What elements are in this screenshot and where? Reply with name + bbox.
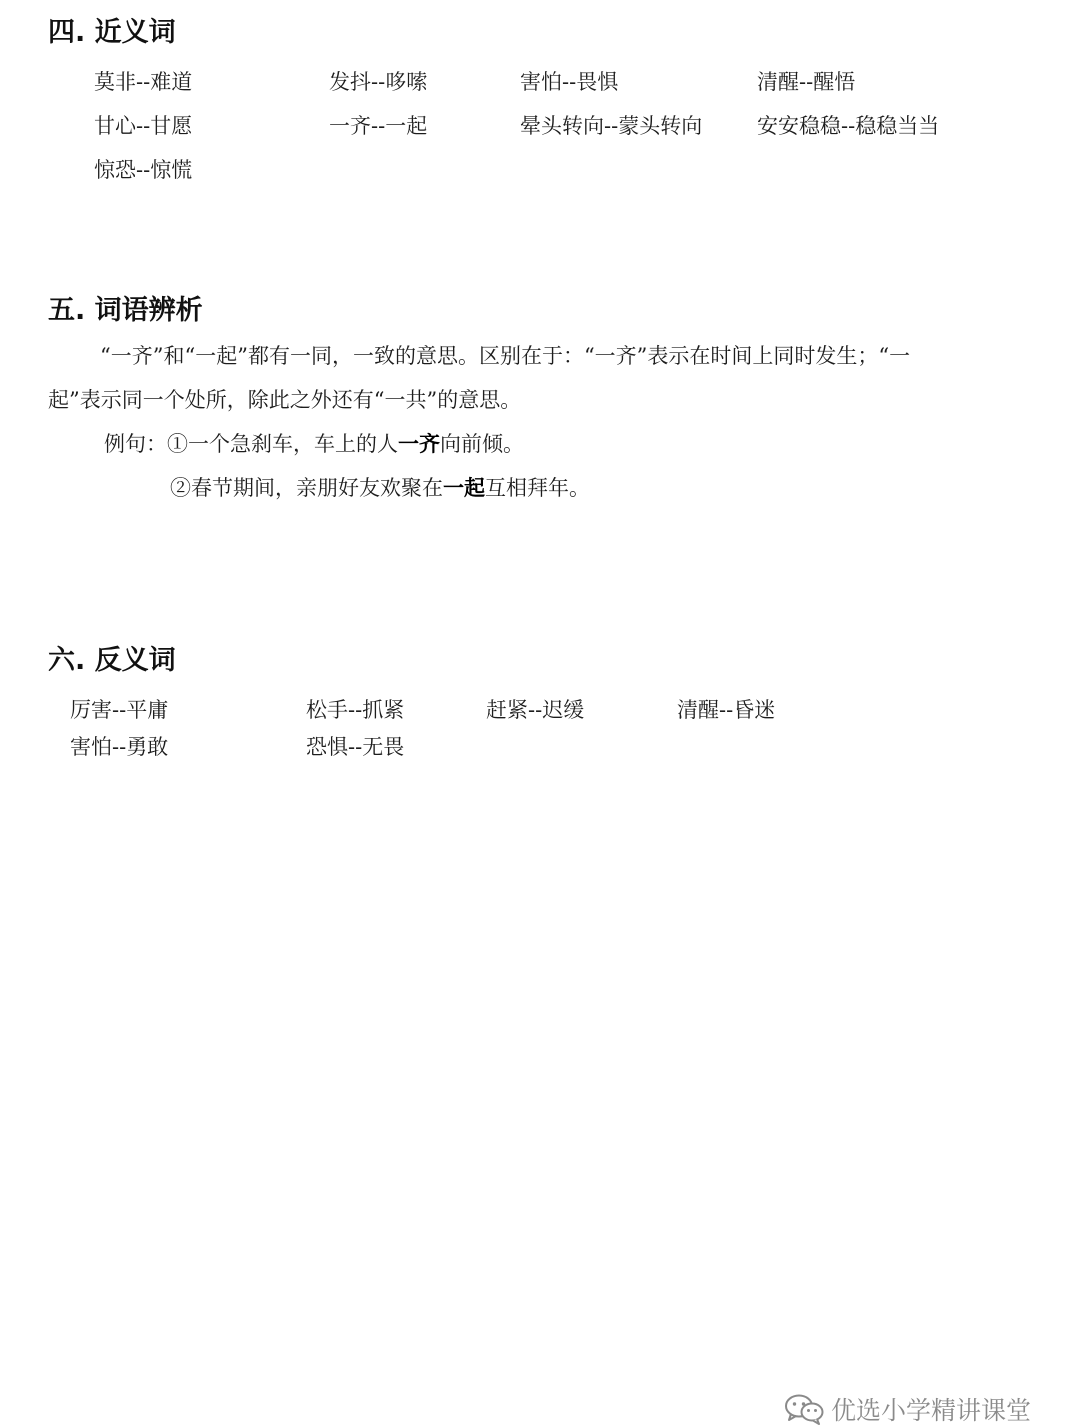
synonym-pair: 清醒--醒悟 bbox=[757, 70, 856, 94]
example-1-prefix: 例句：①一个急刹车，车上的人 bbox=[104, 432, 398, 456]
synonym-pair: 害怕--畏惧 bbox=[520, 70, 619, 94]
antonym-pair: 松手--抓紧 bbox=[306, 698, 405, 722]
section-heading-word-analysis: 五. 词语辨析 bbox=[48, 295, 203, 326]
example-sentence-1 bbox=[104, 422, 524, 466]
synonym-pair: 发抖--哆嗦 bbox=[329, 70, 428, 94]
watermark bbox=[783, 1392, 1031, 1426]
section-heading-antonyms: 六. 反义词 bbox=[48, 645, 176, 676]
analysis-line-2: 起”表示同一个处所，除此之外还有“一共”的意思。 bbox=[48, 388, 522, 412]
synonym-pair: 莫非--难道 bbox=[94, 70, 193, 94]
antonym-pair: 清醒--昏迷 bbox=[677, 698, 776, 722]
synonym-pair: 惊恐--惊慌 bbox=[94, 158, 193, 182]
synonym-pair: 一齐--一起 bbox=[329, 114, 428, 138]
synonym-pair: 安安稳稳--稳稳当当 bbox=[757, 114, 940, 138]
example-1-keyword: 一齐 bbox=[398, 431, 440, 456]
example-sentence-2 bbox=[170, 466, 590, 510]
antonym-pair: 赶紧--迟缓 bbox=[486, 698, 585, 722]
example-2-prefix: ②春节期间，亲朋好友欢聚在 bbox=[170, 476, 443, 500]
section-heading-synonyms: 四. 近义词 bbox=[48, 17, 176, 48]
example-1-suffix: 向前倾。 bbox=[440, 432, 524, 456]
antonym-pair: 害怕--勇敢 bbox=[70, 735, 169, 759]
example-2-keyword: 一起 bbox=[443, 475, 485, 500]
analysis-line-1: “一齐”和“一起”都有一同，一致的意思。区别在于：“一齐”表示在时间上同时发生；“一 bbox=[100, 344, 911, 368]
wechat-icon bbox=[783, 1393, 825, 1425]
synonym-pair: 甘心--甘愿 bbox=[94, 114, 193, 138]
antonym-pair: 厉害--平庸 bbox=[70, 698, 169, 722]
antonym-pair: 恐惧--无畏 bbox=[306, 735, 405, 759]
watermark-text: 优选小学精讲课堂 bbox=[831, 1396, 1032, 1425]
example-2-suffix: 互相拜年。 bbox=[485, 476, 590, 500]
synonym-pair: 晕头转向--蒙头转向 bbox=[520, 114, 703, 138]
